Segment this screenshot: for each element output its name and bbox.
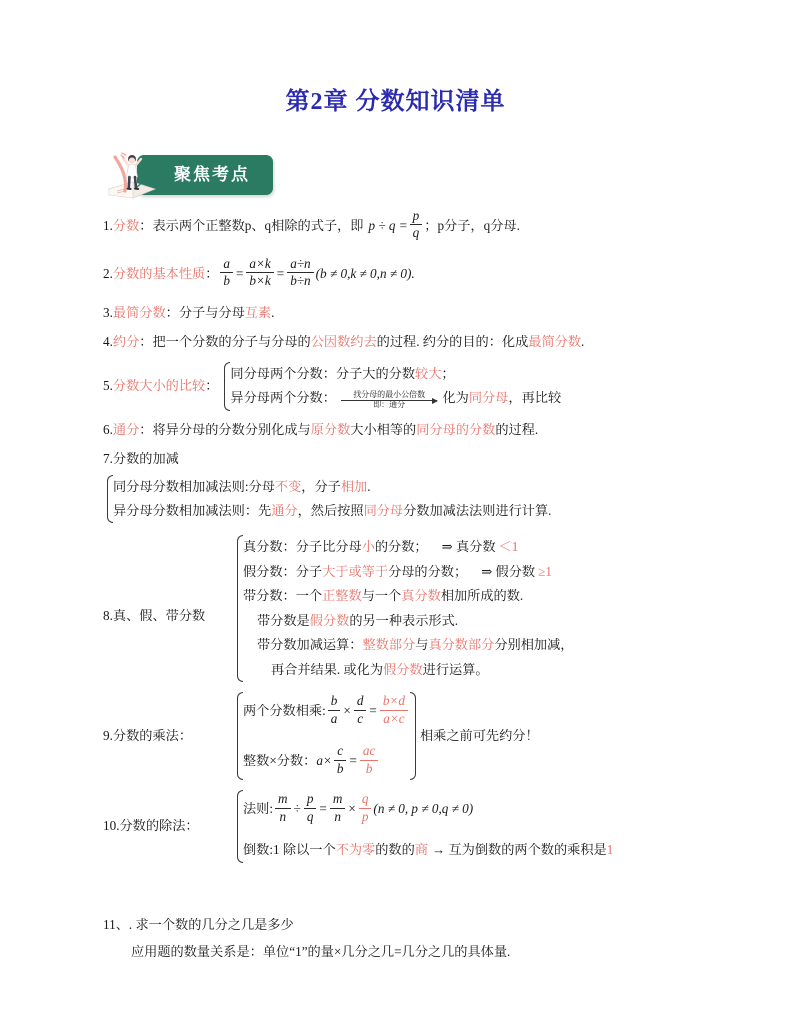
line-text-tail: 相加所成的数. bbox=[440, 588, 524, 604]
fraction-ac-over-b bbox=[360, 743, 378, 777]
highlight-text-1: 不为零 bbox=[335, 842, 376, 858]
page-title: 第2章 分数知识清单 bbox=[285, 89, 506, 115]
fraction-numerator: p bbox=[410, 208, 423, 226]
left-brace-icon bbox=[233, 692, 243, 780]
highlight-text: 假分数 bbox=[309, 612, 350, 628]
highlight-text-2: 相加 bbox=[340, 478, 368, 494]
item-term: 分数的基本性质 bbox=[112, 265, 206, 281]
line-text: 带分数是 bbox=[257, 612, 310, 628]
line-text: 带分数：一个 bbox=[243, 588, 323, 604]
fraction-b-over-a bbox=[328, 693, 341, 727]
line-label: 两个分数相乘: bbox=[243, 702, 326, 718]
fraction-numerator: c bbox=[334, 743, 347, 761]
item-term: 约分 bbox=[112, 334, 140, 350]
section-banner bbox=[103, 149, 791, 201]
brace-line-2 bbox=[113, 499, 551, 523]
fraction-numerator: d bbox=[354, 693, 367, 711]
item-term: 通分 bbox=[112, 421, 140, 437]
arrow-under-label: 即：通分 bbox=[373, 399, 406, 409]
fraction-denominator: q bbox=[412, 225, 420, 241]
equals-sign: = bbox=[235, 265, 244, 281]
item-text: 将异分母的分数分别化成与 bbox=[152, 421, 311, 437]
fraction-ak-over-bk bbox=[246, 256, 273, 290]
item-text-2: 大小相等的 bbox=[350, 421, 417, 437]
item-number: 5. bbox=[103, 377, 113, 393]
brace-line-1 bbox=[243, 535, 574, 559]
line-text: 同分母两个分数：分子大的分数 bbox=[230, 365, 416, 381]
line-text-2: ，然后按照 bbox=[297, 502, 364, 518]
fraction-denominator: b bbox=[223, 273, 230, 289]
brace-line-2 bbox=[243, 560, 574, 584]
condition-text: (n ≠ 0, p ≠ 0,q ≠ 0) bbox=[373, 800, 474, 816]
brace-lines bbox=[243, 790, 613, 862]
item-label-5 bbox=[103, 376, 220, 396]
equals-sign: = bbox=[349, 752, 357, 768]
brace-line-1 bbox=[230, 362, 561, 386]
fraction-denominator: b bbox=[365, 760, 373, 776]
item-text: 表示两个正整数p、q相除的式子，即 bbox=[152, 217, 364, 233]
fraction-numerator: m bbox=[275, 791, 291, 809]
list-item-8 bbox=[103, 535, 731, 682]
item-term: 分数的乘法 bbox=[112, 727, 179, 743]
item-term: 分数大小的比较 bbox=[112, 377, 206, 393]
highlight-text-1: 正整数 bbox=[322, 588, 362, 604]
line-text-tail: ，再比较 bbox=[508, 390, 562, 406]
banner-label: 聚焦考点 bbox=[174, 164, 250, 184]
implication-text: ⇒ 真分数 bbox=[441, 539, 496, 555]
list-item-1 bbox=[103, 209, 731, 243]
brace-lines bbox=[113, 475, 551, 524]
item-colon: ： bbox=[139, 421, 153, 437]
item-text-tail: ；p分子，q分母. bbox=[424, 217, 520, 233]
line-label: 法则: bbox=[243, 800, 274, 816]
line-text: 再合并结果. 或化为 bbox=[271, 661, 384, 677]
item-term: 最简分数 bbox=[112, 304, 166, 320]
highlight-text-2: 同分母的分数 bbox=[416, 421, 496, 437]
line-text-2: 化为 bbox=[442, 390, 469, 406]
item-colon: ： bbox=[139, 217, 153, 233]
line-text-2: 的数的 bbox=[375, 842, 415, 858]
highlight-text: 小 bbox=[361, 539, 375, 555]
highlight-text-1: 公因数约去 bbox=[310, 334, 377, 350]
list-item-10 bbox=[103, 790, 731, 862]
item-term: 真、假、带分数 bbox=[112, 607, 206, 623]
fraction-p-over-q bbox=[304, 791, 317, 825]
fraction-denominator: a×c bbox=[383, 710, 405, 726]
item-note: 相乘之前可先约分！ bbox=[419, 727, 539, 743]
highlight-text-1: 不变 bbox=[274, 478, 302, 494]
arrow-over-label: 找分母的最小公倍数 bbox=[353, 389, 426, 399]
list-item-2 bbox=[103, 257, 731, 291]
brace-line-1 bbox=[243, 790, 613, 828]
item-text-tail: . bbox=[271, 304, 275, 320]
fraction-c-over-b bbox=[334, 743, 347, 777]
highlight-text-2: 真分数部分 bbox=[428, 637, 495, 653]
line-text-2: ，分子 bbox=[301, 478, 341, 494]
fraction-numerator: a×k bbox=[246, 256, 273, 274]
brace-line-5 bbox=[243, 633, 574, 657]
fraction-denominator: b bbox=[336, 760, 344, 776]
line-label: 整数×分数： bbox=[243, 752, 317, 768]
fraction-numerator: a÷n bbox=[287, 256, 313, 274]
line-text: 带分数加减运算： bbox=[257, 637, 363, 653]
fraction-m-over-n bbox=[275, 791, 291, 825]
line-text: 同分母分数相加减法则:分母 bbox=[113, 478, 275, 494]
left-brace-icon bbox=[233, 535, 243, 682]
line-text-tail: . bbox=[367, 478, 371, 494]
item-colon: ： bbox=[178, 727, 193, 743]
brace-line-3 bbox=[243, 584, 574, 608]
times-sign: × bbox=[348, 800, 356, 816]
fraction-a-over-b bbox=[220, 256, 233, 290]
content-body bbox=[0, 209, 791, 963]
item-text-tail: . bbox=[581, 334, 585, 350]
list-item-5 bbox=[103, 362, 731, 411]
fraction-bd-over-ac bbox=[380, 693, 408, 727]
line-text: 异分母两个分数： bbox=[230, 390, 336, 406]
fraction-denominator: n bbox=[279, 808, 287, 824]
equals-sign-2: = bbox=[276, 265, 285, 281]
fraction-denominator: c bbox=[357, 710, 364, 726]
equals-sign: = bbox=[319, 800, 327, 816]
line-text-2: 与一个 bbox=[361, 588, 402, 604]
fraction-numerator: b bbox=[328, 693, 341, 711]
item-text: 分子与分母 bbox=[178, 304, 245, 320]
fraction-denominator: q bbox=[306, 808, 314, 824]
item-subtext: 应用题的数量关系是：单位“1”的量×几分之几=几分之几的具体量. bbox=[131, 944, 511, 960]
highlight-text-2: 同分母 bbox=[363, 502, 404, 518]
line-text-2: 的分数； bbox=[374, 539, 428, 555]
fraction-numerator: p bbox=[304, 791, 317, 809]
relation-text: ＜1 bbox=[498, 539, 519, 555]
item-colon: ： bbox=[205, 265, 219, 281]
fraction-numerator: m bbox=[330, 791, 346, 809]
highlight-text: 互素 bbox=[244, 304, 272, 320]
highlight-text-2: 商 bbox=[414, 842, 428, 858]
highlight-text-1: 原分数 bbox=[310, 421, 351, 437]
brace-line-4 bbox=[243, 609, 574, 633]
highlight-text: 假分数 bbox=[383, 661, 423, 677]
fraction-numerator: ac bbox=[360, 743, 378, 761]
brace-line-6 bbox=[243, 658, 574, 682]
fraction-p-over-q bbox=[410, 208, 423, 242]
line-text-2: 与 bbox=[415, 637, 429, 653]
item-term: 分数的加减 bbox=[112, 451, 179, 467]
line-text-tail: 的另一种表示形式. bbox=[349, 612, 459, 628]
item-number: 8. bbox=[103, 607, 113, 623]
list-item-4 bbox=[103, 332, 731, 352]
highlight-text-1: 整数部分 bbox=[362, 637, 416, 653]
item-number: 4. bbox=[103, 334, 113, 350]
highlight-text: 大于或等于 bbox=[322, 563, 389, 579]
list-item-9 bbox=[103, 692, 731, 780]
math-lead: a× bbox=[316, 752, 332, 768]
line-text: 假分数：分子 bbox=[243, 563, 323, 579]
line-text-tail: ； bbox=[441, 365, 455, 381]
fraction-denominator: p bbox=[361, 808, 369, 824]
fraction-an-over-bn bbox=[287, 256, 313, 290]
list-item-11 bbox=[103, 915, 731, 963]
highlight-text-1: 通分 bbox=[271, 502, 298, 518]
line-text-2: 分母的分数； bbox=[388, 563, 468, 579]
line-text: 倒数:1 除以一个 bbox=[243, 842, 336, 858]
fraction-numerator: b×d bbox=[380, 693, 408, 711]
brace-line-2 bbox=[230, 386, 561, 410]
line-text-tail: 进行运算。 bbox=[422, 661, 489, 677]
list-item-7 bbox=[103, 449, 731, 523]
fraction-q-over-p bbox=[359, 791, 372, 825]
item-number: 10. bbox=[103, 818, 120, 834]
line-text-3: → 互为倒数的两个数的乘积是 bbox=[432, 842, 607, 858]
implication-text: ⇒ 假分数 bbox=[481, 563, 536, 579]
fraction-m-over-n-2 bbox=[330, 791, 346, 825]
brace-line-2 bbox=[243, 838, 613, 862]
times-sign: × bbox=[343, 702, 351, 718]
equals-sign: = bbox=[369, 702, 377, 718]
brace-lines bbox=[243, 535, 574, 682]
item-number: 2. bbox=[103, 265, 113, 281]
fraction-denominator: a bbox=[330, 710, 338, 726]
line-text-tail: 分数加减法法则进行计算. bbox=[403, 502, 552, 518]
item-text-tail: 的过程. bbox=[495, 421, 539, 437]
item-colon: ： bbox=[185, 818, 199, 834]
line-text: 真分数：分子比分母 bbox=[243, 539, 362, 555]
item-colon: ： bbox=[165, 304, 179, 320]
line-text: 异分母分数相加减法则：先 bbox=[113, 502, 272, 518]
arrow-line bbox=[341, 400, 437, 401]
left-brace-icon bbox=[103, 475, 113, 524]
highlight-text-2: 最简分数 bbox=[528, 334, 582, 350]
item-term: 分数的除法 bbox=[119, 818, 186, 834]
line-text-tail: 分别相加减， bbox=[494, 637, 574, 653]
item-number: 1. bbox=[103, 217, 113, 233]
item-number: 11、 bbox=[103, 916, 129, 932]
labelled-arrow-icon bbox=[341, 391, 437, 410]
condition-text: (b ≠ 0,k ≠ 0,n ≠ 0). bbox=[315, 265, 415, 281]
fraction-numerator: q bbox=[359, 791, 372, 809]
brace-line-1 bbox=[113, 475, 551, 499]
left-brace-icon bbox=[220, 362, 230, 411]
fraction-denominator: n bbox=[334, 808, 341, 824]
right-brace-icon bbox=[410, 692, 420, 780]
item-number: 3. bbox=[103, 304, 113, 320]
highlight-text-2: 真分数 bbox=[401, 588, 441, 604]
item-number: 6. bbox=[103, 421, 113, 437]
brace-lines bbox=[230, 362, 561, 411]
fraction-numerator: a bbox=[220, 256, 233, 274]
list-item-6 bbox=[103, 420, 731, 440]
fraction-d-over-c bbox=[354, 693, 367, 727]
item-term: 分数 bbox=[112, 217, 140, 233]
left-brace-icon bbox=[233, 790, 243, 862]
fraction-denominator: b÷n bbox=[290, 273, 311, 289]
highlight-text-3: 1 bbox=[606, 842, 614, 858]
fraction-denominator: b×k bbox=[249, 273, 271, 289]
item-title: . 求一个数的几分之几是多少 bbox=[128, 916, 294, 932]
highlight-text: 同分母 bbox=[468, 390, 509, 406]
item-colon: ： bbox=[139, 334, 153, 350]
relation-text: ≥1 bbox=[538, 563, 552, 579]
math-lead: p ÷ q = bbox=[368, 217, 408, 233]
item-number: 7. bbox=[103, 451, 113, 467]
highlight-text: 较大 bbox=[415, 365, 442, 381]
divide-sign: ÷ bbox=[293, 800, 301, 816]
brace-lines bbox=[243, 692, 410, 780]
brace-line-2 bbox=[243, 742, 410, 780]
list-item-3 bbox=[103, 303, 731, 323]
item-number: 9. bbox=[103, 727, 113, 743]
item-label-10 bbox=[103, 816, 233, 836]
item-text: 把一个分数的分子与分母的 bbox=[152, 334, 311, 350]
item-label-8 bbox=[103, 606, 233, 682]
item-label-9 bbox=[103, 726, 233, 746]
brace-line-1 bbox=[243, 692, 410, 730]
item-text-2: 的过程. 约分的目的：化成 bbox=[376, 334, 529, 350]
item-colon: ： bbox=[205, 377, 219, 393]
